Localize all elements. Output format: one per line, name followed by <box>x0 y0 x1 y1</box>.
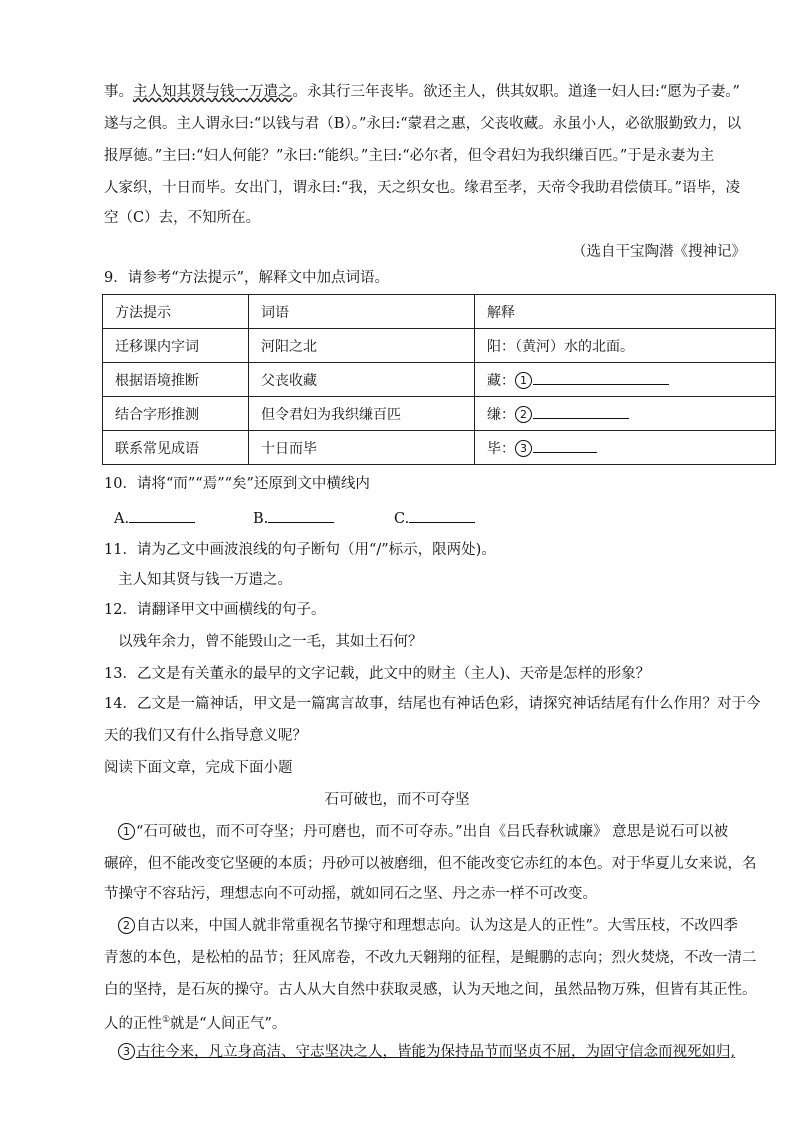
question-10: 10．请将“而”“焉”“矣”还原到文中横线内 <box>104 476 370 492</box>
paragraph-number: 2 <box>118 917 135 934</box>
answer-blank[interactable] <box>268 508 334 523</box>
answer-blank[interactable] <box>533 438 597 453</box>
question-13: 13．乙文是有关董永的最早的文字记载，此文中的财主（主人)、天帝是怎样的形象？ <box>104 666 651 682</box>
passage-text: 。永其行三年丧毕。欲还主人，供其奴职。道逢一妇人曰:“愿为子妻。” <box>292 84 740 100</box>
passage-line: 遂与之俱。主人谓永曰:“以钱与君（B）。”永曰:“蒙君之惠，父丧收藏。永虽小人，必欲服勤致力，以 <box>104 116 742 132</box>
question-14-line: 天的我们又有什么指导意义呢？ <box>104 728 307 744</box>
blank-a <box>114 508 195 529</box>
table-row <box>103 431 776 465</box>
passage-line: 空（C）去，不知所在。 <box>104 210 261 226</box>
method-table <box>102 294 776 465</box>
answer-blank[interactable] <box>129 508 195 523</box>
blank-label: B. <box>253 511 269 527</box>
table-cell: 阳：（黄河）水的北面。 <box>475 329 776 363</box>
table-cell: 迁移课内字词 <box>103 329 249 363</box>
table-cell: 联系常见成语 <box>103 431 249 465</box>
paragraph-number: 3 <box>118 1043 135 1060</box>
answer-label: 毕： <box>487 440 515 457</box>
paragraph-2-line <box>104 1010 286 1034</box>
blank-c <box>394 508 475 529</box>
footnote-mark: ① <box>162 1015 171 1025</box>
underlined-sentence: 古往今来，凡立身高洁、守志坚决之人，皆能为保持品节而坚贞不屈，为固守信念而视死如归, <box>136 1044 736 1060</box>
article-title: 石可破也，而不可夺坚 <box>324 792 470 808</box>
blank-b <box>253 508 334 529</box>
source-citation: （选自干宝陶潜《搜神记》 <box>572 244 746 260</box>
answer-blank[interactable] <box>533 370 669 385</box>
blank-label: C. <box>394 511 410 527</box>
circled-number: 3 <box>515 440 532 457</box>
paragraph-text: 就是“人间正气”。 <box>170 1015 287 1032</box>
paragraph-1-line: 节操守不容玷污，理想志向不可动摇，就如同石之坚、丹之赤一样不可改变。 <box>104 886 597 902</box>
table-header-row <box>103 295 776 329</box>
table-cell-answer <box>475 431 776 465</box>
table-cell: 河阳之北 <box>249 329 475 363</box>
table-header-cell: 解释 <box>475 295 776 329</box>
table-row <box>103 329 776 363</box>
question-14-line: 14．乙文是一篇神话，甲文是一篇寓言故事，结尾也有神话色彩，请探究神话结尾有什么作用？对于今 <box>104 696 761 712</box>
paragraph-1-line: 碾碎，但不能改变它坚硬的本质；丹砂可以被磨细，但不能改变它赤红的本色。对于华夏儿女来说，名 <box>104 856 757 872</box>
question-12-sentence: 以残年余力，曾不能毁山之一毛，其如土石何？ <box>118 634 423 650</box>
reading-intro: 阅读下面文章，完成下面小题 <box>104 760 293 776</box>
blank-label: A. <box>114 511 130 527</box>
question-11: 11．请为乙文中画波浪线的句子断句（用“/”标示，限两处)。 <box>104 542 496 558</box>
paragraph-2-line: 白的坚持，是石灰的操守。古人从大自然中获取灵感，认为天地之间，虽然品物万殊，但皆有其正性。 <box>104 982 757 998</box>
passage-line: 报厚德。”主曰:“妇人何能？”永曰:“能织。”主曰:“必尔者，但令君妇为我织缣百匹。”于是永妻为主 <box>104 148 715 164</box>
paragraph-2-line: 青葱的本色，是松柏的品节；狂风席卷，不改九天翱翔的征程，是鲲鹏的志向；烈火焚烧，不改一清二 <box>104 950 757 966</box>
paragraph-text: 自古以来，中国人就非常重视名节操守和理想志向。认为这是人的正性”。大雪压枝，不改四季 <box>136 918 738 934</box>
passage-line: 人家织，十日而毕。女出门，谓永曰:“我，天之织女也。缘君至孝，天帝令我助君偿债耳。”语毕，凌 <box>104 180 740 196</box>
answer-label: 藏： <box>487 372 515 389</box>
question-12: 12．请翻译甲文中画横线的句子。 <box>104 602 326 618</box>
passage-text: 事。 <box>104 84 133 100</box>
table-cell: 十日而毕 <box>249 431 475 465</box>
paragraph-1-line <box>118 822 728 842</box>
paragraph-text: 人的正性 <box>104 1015 162 1032</box>
table-cell: 根据语境推断 <box>103 363 249 397</box>
table-header-cell: 方法提示 <box>103 295 249 329</box>
table-row <box>103 397 776 431</box>
circled-number: 1 <box>515 372 532 389</box>
table-cell-answer <box>475 363 776 397</box>
question-9: 9．请参考“方法提示”，解释文中加点词语。 <box>104 270 390 286</box>
table-cell: 但令君妇为我织缣百匹 <box>249 397 475 431</box>
table-cell: 父丧收藏 <box>249 363 475 397</box>
answer-blank[interactable] <box>409 508 475 523</box>
table-cell: 结合字形推测 <box>103 397 249 431</box>
paragraph-number: 1 <box>118 823 135 840</box>
wavy-underlined-sentence: 主人知其贤与钱一万遣之 <box>133 84 293 100</box>
answer-label: 缣： <box>487 406 515 423</box>
paragraph-text: “石可破也，而不可夺坚；丹可磨也，而不可夺赤。”出自《吕氏春秋诚廉》 意思是说石可以被 <box>136 824 729 840</box>
circled-number: 2 <box>515 406 532 423</box>
question-11-sentence: 主人知其贤与钱一万遣之。 <box>118 572 292 588</box>
paragraph-3-line <box>118 1042 735 1062</box>
paragraph-2-line <box>118 916 738 936</box>
passage-line <box>104 82 740 102</box>
table-cell-answer <box>475 397 776 431</box>
answer-blank[interactable] <box>533 404 629 419</box>
table-row <box>103 363 776 397</box>
table-header-cell: 词语 <box>249 295 475 329</box>
